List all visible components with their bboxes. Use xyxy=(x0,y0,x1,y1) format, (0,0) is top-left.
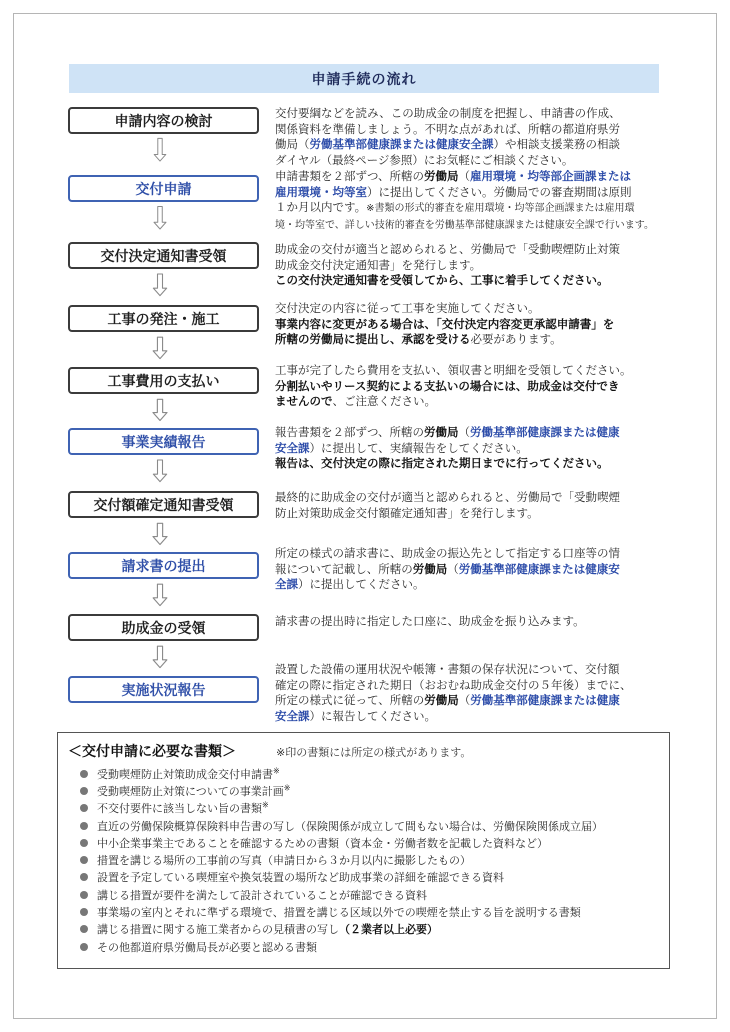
required-documents-note: ※印の書類には所定の様式があります。 xyxy=(276,746,472,759)
required-documents-title: ＜交付申請に必要な書類＞ xyxy=(68,744,236,760)
list-item xyxy=(80,765,603,782)
text-run: 労働基準部健康課または健康安 xyxy=(458,561,620,576)
text-run: ※ xyxy=(273,765,280,775)
text-run: 交付決定の内容に従って工事を実施してください。 xyxy=(275,301,540,315)
description-line xyxy=(275,456,675,472)
description-line xyxy=(275,122,675,138)
list-item xyxy=(80,782,603,799)
description-line xyxy=(275,106,675,122)
description-line xyxy=(275,441,675,457)
description-line xyxy=(275,153,675,169)
description-line xyxy=(275,185,675,201)
step-box: 工事費用の支払い xyxy=(68,367,259,394)
text-run: （ xyxy=(458,425,471,439)
text-run: 所轄の労働局に提出し、承認を受ける xyxy=(275,332,471,346)
text-run: 関係資料を準備しましょう。不明な点があれば、所轄の都道府県労 xyxy=(275,121,620,136)
text-run: 労働基準部健康課または健康 xyxy=(470,693,620,707)
text-run: （保険関係が成立して間もない場合は、労働保険関係成立届） xyxy=(295,819,603,833)
text-run: ）に提出して、実績報告をしてください。 xyxy=(309,440,528,455)
step-description xyxy=(275,363,675,410)
list-item xyxy=(80,921,603,938)
description-line xyxy=(275,217,675,234)
down-arrow-icon xyxy=(150,202,170,232)
text-run: 申請書類を２部ずつ、所轄の xyxy=(275,169,425,183)
list-item xyxy=(80,938,603,955)
text-run: 安全課 xyxy=(275,440,310,455)
page-title: 申請手続の流れ xyxy=(69,64,659,93)
text-run: ※ xyxy=(283,783,291,793)
step-box: 交付決定通知書受領 xyxy=(68,242,259,269)
text-run: 不交付要件に該当しない旨の書類 xyxy=(97,802,262,816)
list-item-text xyxy=(97,887,427,903)
text-run: 防止対策助成金交付額確定通知書」を発行します。 xyxy=(275,505,539,520)
step-box: 事業実績報告 xyxy=(68,428,259,455)
step-description xyxy=(275,106,675,168)
down-arrow-icon xyxy=(150,641,170,671)
bullet-icon xyxy=(80,804,88,812)
description-line xyxy=(275,614,675,630)
bullet-icon xyxy=(80,839,88,847)
text-run: 雇用環境・均等室 xyxy=(275,184,367,199)
text-run: ※ xyxy=(262,800,269,810)
text-run: ダイヤル（最終ページ参照）にお気軽にご相談ください。 xyxy=(275,152,574,167)
list-item-text xyxy=(97,783,290,799)
step-description xyxy=(275,546,675,593)
text-run: 設置した設備の運用状況や帳簿・書類の保存状況について、交付額 xyxy=(275,662,620,676)
list-item xyxy=(80,834,603,851)
list-item-text xyxy=(97,921,438,937)
list-item-text xyxy=(97,869,504,885)
text-run: 報について記載し、所轄の xyxy=(275,561,413,576)
bullet-icon xyxy=(80,770,88,778)
list-item xyxy=(80,869,603,886)
description-line xyxy=(275,709,675,725)
text-run: 所定の様式の請求書に、助成金の振込先として指定する口座等の情 xyxy=(275,546,620,560)
step-box: 実施状況報告 xyxy=(68,676,259,703)
step-box: 申請内容の検討 xyxy=(68,107,259,134)
text-run: ）に提出してください。 xyxy=(298,577,425,591)
required-documents-list xyxy=(80,765,603,955)
step-box: 請求書の提出 xyxy=(68,552,259,579)
down-arrow-icon xyxy=(150,518,170,548)
list-item xyxy=(80,886,603,903)
text-run: 受動喫煙防止対策助成金交付申請書 xyxy=(97,767,273,781)
step-description xyxy=(275,301,675,348)
description-line xyxy=(275,425,675,441)
list-item-text xyxy=(97,835,548,851)
bullet-icon xyxy=(80,891,88,899)
description-line xyxy=(275,317,675,333)
list-item-text xyxy=(97,818,603,834)
text-run: （２業者以上必要） xyxy=(339,923,438,937)
description-line xyxy=(275,301,675,317)
list-item xyxy=(80,817,603,834)
text-run: 分割払いやリース契約による支払いの場合には、助成金は交付でき xyxy=(275,378,620,393)
list-item-text xyxy=(97,800,269,816)
list-item xyxy=(80,800,603,817)
step-description xyxy=(275,614,675,630)
bullet-icon xyxy=(80,873,88,881)
text-run: （申請日から３か月以内に撮影したもの） xyxy=(262,854,471,868)
description-line xyxy=(275,242,675,258)
down-arrow-icon xyxy=(150,332,170,362)
text-run: 報告は、交付決定の際に指定された期日までに行ってください。 xyxy=(275,456,609,470)
text-run: 事業場の室内とそれに準ずる環境で、措置を講じる区域以外での喫煙を禁止する旨を説明する書類 xyxy=(97,906,581,920)
description-line xyxy=(275,379,675,395)
list-item xyxy=(80,903,603,920)
text-run: 講じる措置に関する施工業者からの見積書の写し xyxy=(97,923,339,937)
bullet-icon xyxy=(80,822,88,830)
text-run: 所定の様式に従って、所轄の xyxy=(275,693,425,707)
bullet-icon xyxy=(80,787,88,795)
text-run: 中小企業事業主であることを確認するための書類 xyxy=(97,836,339,850)
text-run: ※書類の形式的審査を雇用環境・均等部企画課または雇用環 xyxy=(366,203,635,214)
step-description xyxy=(275,425,675,472)
description-line xyxy=(275,546,675,562)
text-run: 設置を予定している喫煙室や換気装置の場所など助成事業の詳細を確認できる資料 xyxy=(97,871,504,885)
description-line xyxy=(275,273,675,289)
text-run: 雇用環境・均等部企画課または xyxy=(470,169,632,183)
text-run: その他都道府県労働局長が必要と認める書類 xyxy=(97,940,317,954)
down-arrow-icon xyxy=(150,455,170,485)
description-line xyxy=(275,137,675,153)
down-arrow-icon xyxy=(150,394,170,424)
text-run: ）に提出してください。労働局での審査期間は原則 xyxy=(367,184,632,199)
text-run: 働局（ xyxy=(275,137,310,151)
text-run: 安全課 xyxy=(275,708,310,723)
text-run: 講じる措置が要件を満たして設計されていることが確認できる資料 xyxy=(97,888,427,902)
text-run: 措置を講じる場所の工事前の写真 xyxy=(97,854,262,868)
description-line xyxy=(275,662,675,678)
description-line xyxy=(275,577,675,593)
text-run: 工事が完了したら費用を支払い、領収書と明細を受領してください。 xyxy=(275,363,632,377)
description-line xyxy=(275,169,675,185)
text-run: この交付決定通知書を受領してから、工事に着手してください。 xyxy=(275,273,609,287)
step-box: 交付申請 xyxy=(68,175,259,202)
step-description xyxy=(275,242,675,289)
bullet-icon xyxy=(80,856,88,864)
description-line xyxy=(275,394,675,410)
text-run: （資本金・労働者数を記載した資料など） xyxy=(339,836,548,850)
text-run: 事業内容に変更がある場合は、「交付決定内容変更承認申請書」を xyxy=(275,316,615,331)
text-run: （ xyxy=(447,561,459,576)
bullet-icon xyxy=(80,943,88,951)
step-box: 工事の発注・施工 xyxy=(68,305,259,332)
down-arrow-icon xyxy=(150,269,170,299)
description-line xyxy=(275,693,675,709)
description-line xyxy=(275,678,675,694)
list-item-text xyxy=(97,904,581,920)
text-run: 必要があります。 xyxy=(470,332,562,346)
text-run: 最終的に助成金の交付が適当と認められると、労働局で「受動喫煙 xyxy=(275,490,620,504)
text-run: 労働基準部健康課または健康安全課 xyxy=(309,137,494,151)
step-description xyxy=(275,490,675,521)
description-line xyxy=(275,490,675,506)
text-run: ）や相談支援業務の相談 xyxy=(493,137,620,151)
required-documents-box xyxy=(57,732,670,969)
description-line xyxy=(275,562,675,578)
step-box: 交付額確定通知書受領 xyxy=(68,491,259,518)
list-item-text xyxy=(97,852,471,868)
step-description xyxy=(275,169,675,233)
step-box: 助成金の受領 xyxy=(68,614,259,641)
description-line xyxy=(275,332,675,348)
down-arrow-icon xyxy=(150,579,170,609)
text-run: （ xyxy=(458,169,471,183)
text-run: （ xyxy=(458,693,471,707)
text-run: 確定の際に指定された期日（おおむね助成金交付の５年後）までに、 xyxy=(275,677,632,692)
text-run: 受動喫煙防止対策についての事業計画 xyxy=(97,784,284,798)
list-item-text xyxy=(97,766,280,782)
text-run: 労働局 xyxy=(424,169,459,183)
text-run: 交付要綱などを読み、この助成金の制度を把握し、申請書の作成、 xyxy=(275,106,621,120)
text-run: 直近の労働保険概算保険料申告書の写し xyxy=(97,819,295,833)
text-run: 請求書の提出時に指定した口座に、助成金を振り込みます。 xyxy=(275,614,585,628)
text-run: 報告書類を２部ずつ、所轄の xyxy=(275,425,425,439)
text-run: ）に報告してください。 xyxy=(309,708,436,723)
description-line xyxy=(275,258,675,274)
list-item-text xyxy=(97,939,317,955)
text-run: ませんので xyxy=(275,394,333,408)
text-run: １か月以内です。 xyxy=(275,200,367,214)
text-run: 助成金の交付が適当と認められると、労働局で「受動喫煙防止対策 xyxy=(275,242,620,256)
down-arrow-icon xyxy=(150,134,170,164)
text-run: 助成金交付決定通知書」を発行します。 xyxy=(275,257,482,272)
step-description xyxy=(275,662,675,724)
text-run: 、ご注意ください。 xyxy=(332,394,436,408)
description-line xyxy=(275,506,675,522)
bullet-icon xyxy=(80,925,88,933)
description-line xyxy=(275,200,675,217)
text-run: 全課 xyxy=(275,577,298,591)
text-run: 労働局 xyxy=(424,693,459,707)
description-line xyxy=(275,363,675,379)
list-item xyxy=(80,851,603,868)
text-run: 労働基準部健康課または健康 xyxy=(470,425,620,439)
bullet-icon xyxy=(80,908,88,916)
text-run: 労働局 xyxy=(412,561,448,576)
text-run: 境・均等室で、詳しい技術的審査を労働基準部健康課または健康安全課で行います。 xyxy=(275,219,654,231)
text-run: 労働局 xyxy=(424,425,459,439)
